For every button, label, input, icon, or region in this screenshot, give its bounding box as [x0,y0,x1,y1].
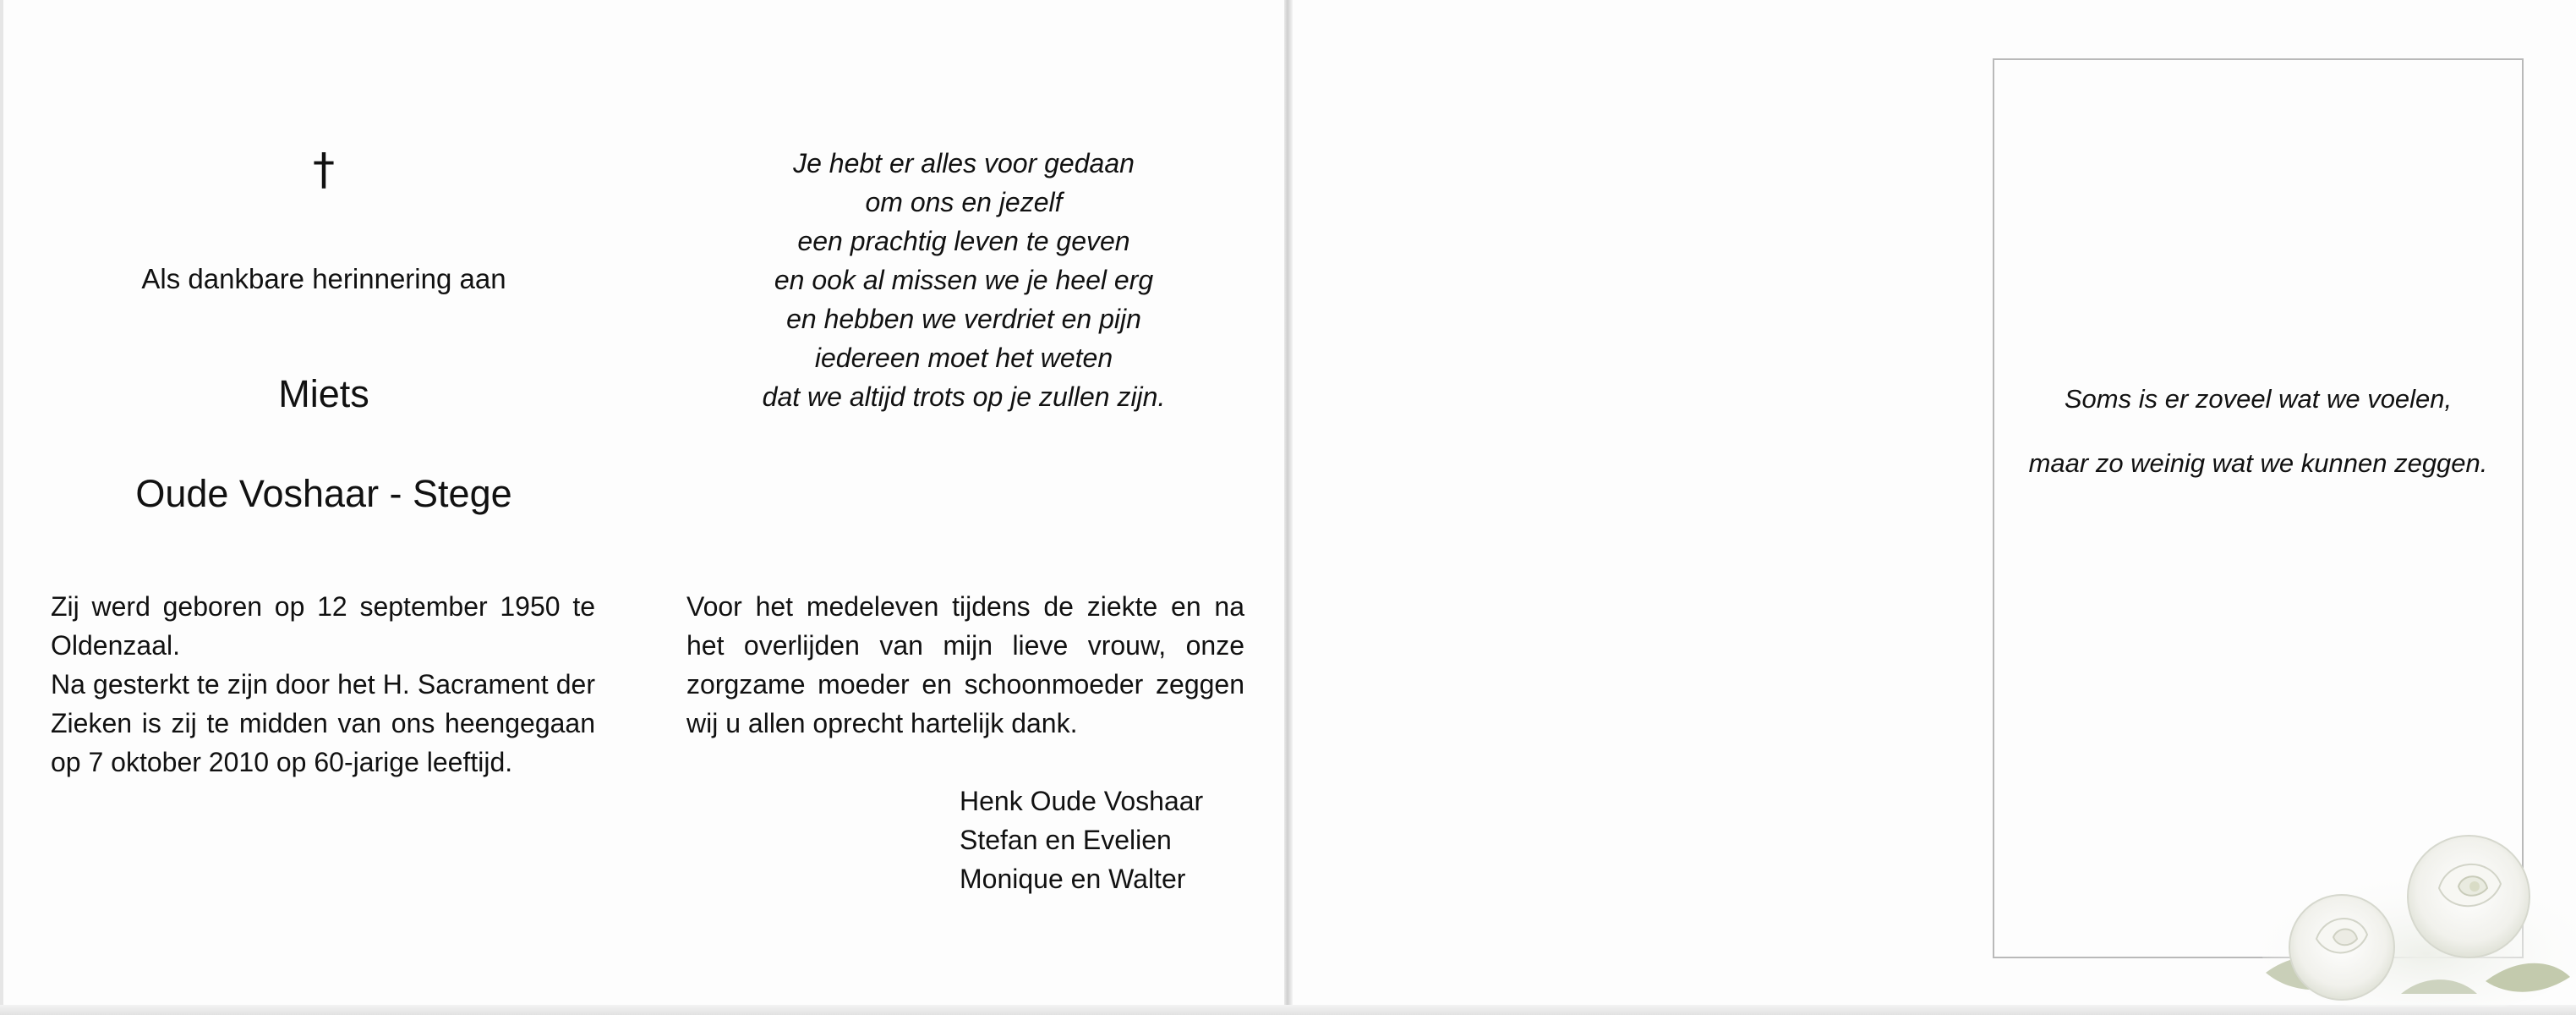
quote-line-1: Soms is er zoveel wat we voelen, [2064,384,2453,414]
signers [960,782,1264,898]
thank-you-message [686,587,1244,743]
signer-name: Henk Oude Voshaar [960,786,1204,816]
poem-line: iedereen moet het weten [814,343,1113,373]
biography [51,587,595,782]
poem-line: en hebben we verdriet en pijn [786,304,1141,334]
thank-you-text: Voor het medeleven tijdens de ziekte en na het overlijden van mijn lieve vrouw, onze zorgzame moeder en schoonmoeder zeggen wij u allen oprecht hartelijk dank. [686,591,1244,738]
poem-line: om ons en jezelf [865,187,1063,217]
poem-line: een prachtig leven te geven [797,226,1130,256]
cross-icon: † [313,145,335,195]
bio-paragraph: Zij werd geboren op 12 september 1950 te Oldenzaal. [51,591,595,661]
signer-name: Monique en Walter [960,864,1186,894]
left-paper-edge [0,0,3,1015]
deceased-first-name: Miets [278,372,369,415]
poem-line: Je hebt er alles voor gedaan [793,148,1135,178]
quote-line-2: maar zo weinig wat we kunnen zeggen. [2028,448,2488,478]
intro-text: Als dankbare herinnering aan [141,263,506,294]
card-fold [1284,0,1293,1015]
bottom-paper-edge [0,1005,2576,1015]
poem-line: en ook al missen we je heel erg [774,265,1154,295]
white-roses-icon [2232,812,2576,1007]
deceased-surname: Oude Voshaar - Stege [135,472,512,515]
poem [693,144,1234,416]
bio-paragraph: Na gesterkt te zijn door het H. Sacrament der Zieken is zij te midden van ons heengegaan op 7 oktober 2010 op 60-jarige leeftijd. [51,669,595,777]
signer-name: Stefan en Evelien [960,825,1172,855]
poem-line: dat we altijd trots op je zullen zijn. [762,381,1166,412]
